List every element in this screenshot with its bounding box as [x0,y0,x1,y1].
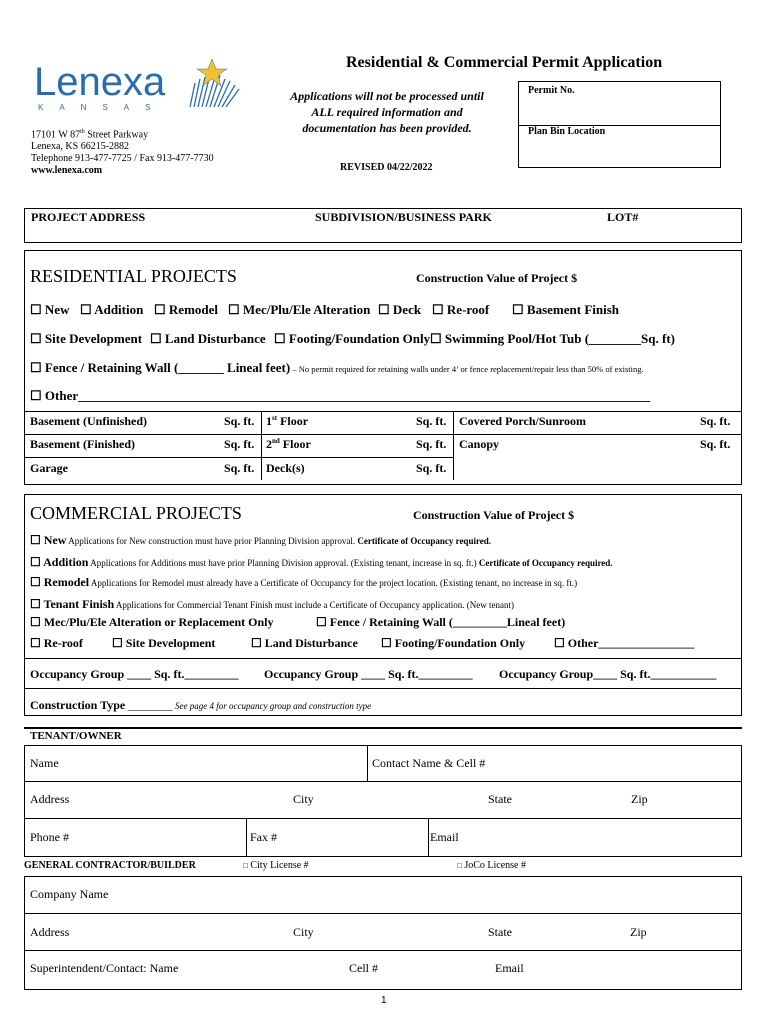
res-addition-checkbox[interactable]: ☐ Addition [80,302,143,318]
address-city: Lenexa, KS 66215-2882 [31,141,130,153]
com-fence-checkbox[interactable]: ☐ Fence / Retaining Wall (_________Lineal feet) [316,615,565,630]
com-site-dev-checkbox[interactable]: ☐ Site Development [112,636,215,651]
company-name-field[interactable]: Company Name [30,887,109,901]
checkbox-icon [30,597,41,611]
divider [246,818,247,857]
checkbox-icon [554,636,565,650]
checkbox-icon [80,302,92,317]
com-remodel-checkbox[interactable]: ☐ Remodel Applications for Remodel must already have a Certificate of Occupancy for the project location. (Existing tenant, no increase in sq. ft.) [30,573,577,591]
checkbox-icon [30,388,42,403]
res-land-dist-checkbox[interactable]: ☐ Land Disturbance [150,331,266,347]
checkbox-icon [381,636,392,650]
logo-star-icon [197,59,227,86]
superintendent-email-field[interactable]: Email [495,961,524,975]
contractor-heading: GENERAL CONTRACTOR/BUILDER [24,860,196,871]
divider [453,411,454,480]
project-address-label: PROJECT ADDRESS [31,210,146,224]
address-phone: Telephone 913-477-7725 / Fax 913-477-7730 [31,153,214,165]
res-mec-checkbox[interactable]: ☐ Mec/Plu/Ele Alteration [228,302,370,318]
contractor-city-field[interactable]: City [293,925,314,939]
sqft-label: Sq. ft. [416,461,447,475]
divider [24,688,742,689]
tenant-owner-heading: TENANT/OWNER [30,730,122,742]
tenant-email-field[interactable]: Email [430,830,459,844]
res-other-checkbox[interactable]: ☐ Other________________________________________________________________________________________ [30,388,650,404]
res-reroof-checkbox[interactable]: ☐ Re-roof [432,302,489,318]
lenexa-logo [30,55,245,115]
address-web: www.lenexa.com [31,165,103,177]
plan-bin-box[interactable] [518,125,721,168]
commercial-value-label: Construction Value of Project $ [413,508,575,522]
checkbox-icon [30,331,42,346]
area-decks: Deck(s) [266,461,305,475]
res-fence-checkbox[interactable]: ☐ Fence / Retaining Wall (_______ Lineal feet) – No permit required for retaining walls under 4’ or fence replacement/repair less than 50% of existing. [30,360,644,376]
area-basement-unfinished: Basement (Unfinished) [30,414,148,428]
contractor-state-field[interactable]: State [488,925,512,939]
page-number: 1 [381,995,387,1006]
joco-license-checkbox[interactable]: □ JoCo License # [457,860,526,871]
res-site-dev-checkbox[interactable]: ☐ Site Development [30,331,142,347]
logo-subtext: KANSAS [38,103,167,112]
com-addition-checkbox[interactable]: ☐ Addition Applications for Additions must have prior Planning Division approval. (Existing tenant, increase in sq. ft.) Certificate of Occupancy required. [30,553,613,571]
checkbox-icon [30,575,41,589]
residential-value-label: Construction Value of Project $ [416,271,578,285]
checkbox-icon [30,636,41,650]
checkbox-icon [512,302,524,317]
divider [24,658,742,659]
logo-wordmark: Lenexa [34,60,166,104]
divider [367,745,368,781]
sqft-label: Sq. ft. [700,437,731,451]
divider [24,913,742,914]
contractor-address-field[interactable]: Address [30,925,70,939]
city-license-checkbox[interactable]: □ City License # [243,860,309,871]
area-canopy: Canopy [459,437,500,451]
res-new-checkbox[interactable]: ☐ New [30,302,69,318]
checkbox-icon [251,636,262,650]
area-basement-finished: Basement (Finished) [30,437,135,451]
tenant-phone-field[interactable]: Phone # [30,830,69,844]
checkbox-icon [432,302,444,317]
com-reroof-checkbox[interactable]: ☐ Re-roof [30,636,83,651]
divider [24,457,454,458]
res-remodel-checkbox[interactable]: ☐ Remodel [154,302,218,318]
com-tenant-finish-checkbox[interactable]: ☐ Tenant Finish Applications for Commercial Tenant Finish must include a Certificate of Occupancy application. (New tenant) [30,595,514,613]
project-address-box[interactable] [24,208,742,243]
tenant-zip-field[interactable]: Zip [631,792,648,806]
occupancy-group-3[interactable]: Occupancy Group____ Sq. ft.___________ [499,667,717,681]
checkbox-icon [30,302,42,317]
res-deck-checkbox[interactable]: ☐ Deck [378,302,421,318]
checkbox-icon [430,331,442,346]
sqft-label: Sq. ft. [224,437,255,451]
divider [24,950,742,951]
checkbox-icon [378,302,390,317]
residential-heading: RESIDENTIAL PROJECTS [30,266,237,286]
tenant-city-field[interactable]: City [293,792,314,806]
tenant-state-field[interactable]: State [488,792,512,806]
construction-type-field[interactable]: Construction Type _________ See page 4 for occupancy group and construction type [30,698,372,712]
commercial-heading: COMMERCIAL PROJECTS [30,503,242,523]
form-title: Residential & Commercial Permit Application [346,54,663,71]
occupancy-group-2[interactable]: Occupancy Group ____ Sq. ft._________ [264,667,473,681]
checkbox-icon [30,533,41,547]
sqft-label: Sq. ft. [416,414,447,428]
processing-notice: Applications will not be processed until ALL required information and documentation has been provided. [290,89,484,135]
divider [24,434,742,435]
logo-graphic [30,55,245,115]
subdivision-label: SUBDIVISION/BUSINESS PARK [315,210,492,224]
divider [261,411,262,480]
sqft-label: Sq. ft. [224,461,255,475]
checkbox-icon [154,302,166,317]
revised-date: REVISED 04/22/2022 [340,162,433,173]
permit-no-label: Permit No. [528,85,575,96]
com-footing-checkbox[interactable]: ☐ Footing/Foundation Only [381,636,525,651]
area-covered-porch: Covered Porch/Sunroom [459,414,587,428]
divider [428,818,429,857]
address-street: 17101 W 87th Street Parkway [31,129,149,141]
sqft-label: Sq. ft. [224,414,255,428]
area-second-floor: 2nd Floor [266,437,311,451]
divider [24,411,742,412]
checkbox-icon [150,331,162,346]
res-basement-finish-checkbox[interactable]: ☐ Basement Finish [512,302,619,318]
fence-note: – No permit required for retaining walls under 4’ or fence replacement/repair less than 50% of existing. [290,364,644,374]
res-footing-checkbox[interactable]: ☐ Footing/Foundation Only [274,331,430,347]
tenant-address-field[interactable]: Address [30,792,70,806]
com-land-dist-checkbox[interactable]: ☐ Land Disturbance [251,636,358,651]
tenant-contact-field[interactable]: Contact Name & Cell # [372,756,486,770]
checkbox-icon [316,615,327,629]
occupancy-group-1[interactable]: Occupancy Group ____ Sq. ft._________ [30,667,239,681]
plan-bin-label: Plan Bin Location [528,126,606,137]
com-mec-checkbox[interactable]: ☐ Mec/Plu/Ele Alteration or Replacement Only [30,615,274,630]
area-first-floor: 1st Floor [266,414,309,428]
divider [24,781,742,782]
sqft-label: Sq. ft. [700,414,731,428]
superintendent-cell-field[interactable]: Cell # [349,961,378,975]
city-address-block [31,126,214,177]
checkbox-icon [274,331,286,346]
tenant-name-field[interactable]: Name [30,756,59,770]
checkbox-icon [30,555,41,569]
checkbox-icon [30,615,41,629]
divider [24,818,742,819]
contractor-zip-field[interactable]: Zip [630,925,647,939]
permit-no-box[interactable] [518,81,721,126]
checkbox-icon [30,360,42,375]
tenant-fax-field[interactable]: Fax # [250,830,277,844]
res-pool-checkbox[interactable]: ☐ Swimming Pool/Hot Tub (________Sq. ft) [430,331,675,347]
divider [24,727,742,729]
checkbox-icon [112,636,123,650]
superintendent-name-field[interactable]: Superintendent/Contact: Name [30,961,179,975]
checkbox-icon [228,302,240,317]
lot-label: LOT# [607,210,639,224]
com-new-checkbox[interactable]: ☐ New Applications for New construction must have prior Planning Division approval. Certificate of Occupancy required. [30,531,491,549]
area-garage: Garage [30,461,68,475]
sqft-label: Sq. ft. [416,437,447,451]
com-other-checkbox[interactable]: ☐ Other________________ [554,636,694,651]
